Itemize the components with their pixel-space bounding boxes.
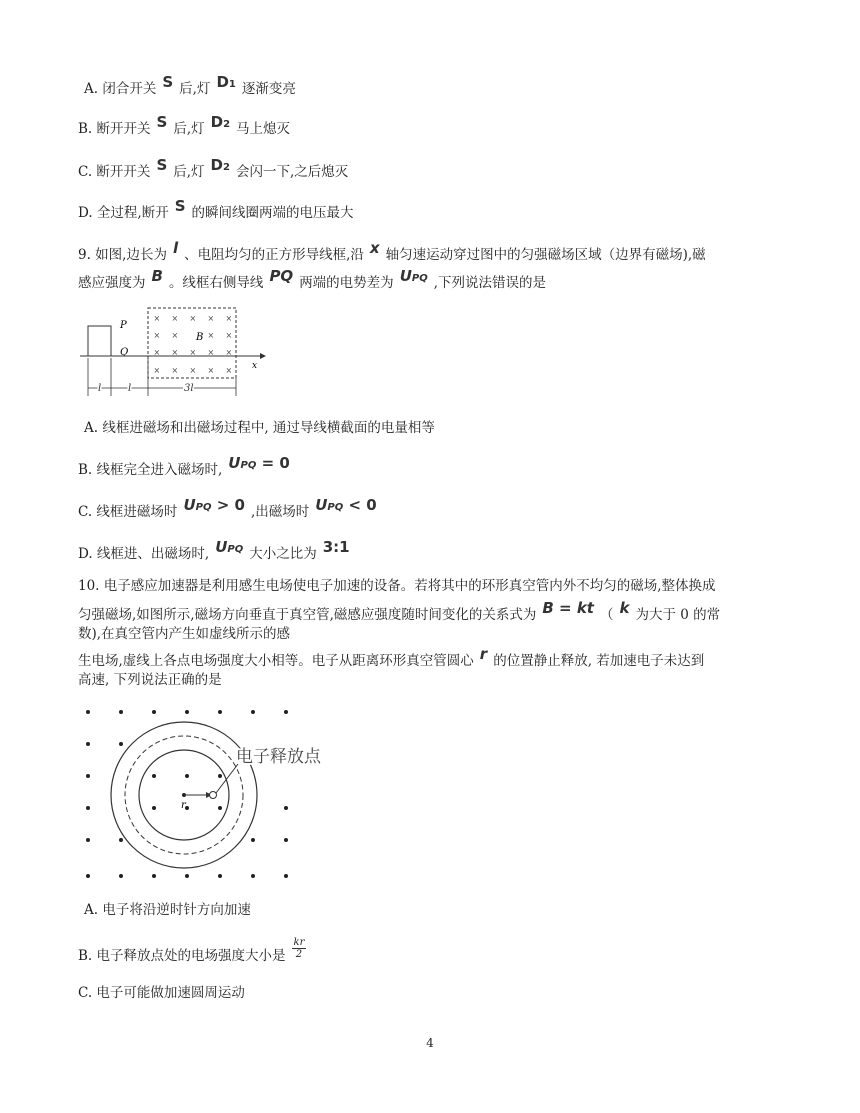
q10-stem-line4: 生电场,虚线上各点电场强度大小相等。电子从距离环形真空管圆心 r 的位置静止释放, 若加速电子未达到 xyxy=(78,645,705,669)
field-dot xyxy=(218,774,222,778)
math-upq: UPQ xyxy=(215,538,244,556)
field-dot xyxy=(86,710,90,714)
fraction-kr-over-2: $\frac{kr}{2}$ xyxy=(293,937,305,960)
field-dot xyxy=(86,838,90,842)
math-s: S xyxy=(174,197,186,215)
field-dot xyxy=(284,806,288,810)
release-point-label: 电子释放点 xyxy=(236,747,321,767)
field-dot xyxy=(185,710,189,714)
field-dot xyxy=(86,874,90,878)
math-upq: UPQ = 0 xyxy=(228,454,290,472)
field-dot xyxy=(86,806,90,810)
field-cross: × xyxy=(207,366,215,375)
field-cross: × xyxy=(225,348,233,357)
field-dot xyxy=(284,874,288,878)
field-cross: × xyxy=(153,314,161,323)
field-dot xyxy=(284,838,288,842)
dim-l-1: l xyxy=(98,383,102,394)
field-cross: × xyxy=(189,314,197,323)
field-dot xyxy=(86,774,90,778)
math-s: S xyxy=(156,156,168,174)
q9-stem-line1: 9. 如图,边长为 l 、电阻均匀的正方形导线框,沿 x 轴匀速运动穿过图中的匀强磁场区域（边界有磁场),磁 xyxy=(78,239,706,263)
field-cross: × xyxy=(153,366,161,375)
release-point-leader xyxy=(216,764,238,793)
label-b: B xyxy=(196,332,204,343)
field-cross: × xyxy=(225,366,233,375)
math-d1: D1 xyxy=(216,73,236,91)
q10-stem-line1: 10. 电子感应加速器是利用感生电场使电子加速的设备。若将其中的环形真空管内外不均匀的磁场,整体换成 xyxy=(78,578,716,594)
field-cross: × xyxy=(171,331,179,340)
field-dot xyxy=(185,774,189,778)
field-cross: × xyxy=(207,331,215,340)
dim-3l: 3l xyxy=(184,383,194,394)
label-p: P xyxy=(120,320,127,331)
field-cross: × xyxy=(153,331,161,340)
field-dot xyxy=(251,710,255,714)
field-dot xyxy=(218,710,222,714)
wire-frame xyxy=(88,326,111,356)
q10-option-c: C. 电子可能做加速圆周运动 xyxy=(78,985,245,1001)
q9-option-d: D. 线框进、出磁场时, UPQ 大小之比为 3:1 xyxy=(78,538,350,562)
field-dot xyxy=(251,874,255,878)
dim-l-2: l xyxy=(128,383,132,394)
q10-stem-line5: 高速, 下列说法正确的是 xyxy=(78,672,222,688)
x-axis-arrow xyxy=(260,353,266,359)
field-cross: × xyxy=(171,366,179,375)
field-cross: × xyxy=(153,348,161,357)
field-cross: × xyxy=(171,314,179,323)
math-upq: UPQ < 0 xyxy=(315,496,377,514)
field-cross: × xyxy=(225,331,233,340)
q10-stem-line2: 匀强磁场,如图所示,磁场方向垂直于真空管,磁感应强度随时间变化的关系式为 B = kt （ k 为大于 0 的常 xyxy=(78,599,721,623)
field-dot xyxy=(152,774,156,778)
page-number: 4 xyxy=(426,1036,434,1050)
q9-figure xyxy=(78,304,268,402)
q10-stem-line3: 数),在真空管内产生如虚线所示的感 xyxy=(78,626,291,642)
field-dot xyxy=(251,838,255,842)
label-r: r xyxy=(181,800,186,811)
field-cross: × xyxy=(207,348,215,357)
field-dot xyxy=(218,806,222,810)
q9-option-a: A. 线框进磁场和出磁场过程中, 通过导线横截面的电量相等 xyxy=(84,420,435,436)
q8-option-a: A. 闭合开关 S 后,灯 D1 逐渐变亮 xyxy=(84,73,296,97)
math-upq: UPQ xyxy=(399,267,428,285)
math-d2: D2 xyxy=(210,156,230,174)
q10-option-b: B. 电子释放点处的电场强度大小是 $\frac{kr}{2}$ xyxy=(78,937,305,964)
q9-stem-line2: 感应强度为 B 。线框右侧导线 PQ 两端的电势差为 UPQ ,下列说法错误的是 xyxy=(78,267,547,291)
q10-figure xyxy=(78,700,348,890)
field-dot xyxy=(185,874,189,878)
field-dot xyxy=(119,710,123,714)
field-cross: × xyxy=(189,348,197,357)
math-s: S xyxy=(156,113,168,131)
field-dot xyxy=(284,710,288,714)
field-dot xyxy=(218,874,222,878)
q8-option-d: D. 全过程,断开 S 的瞬间线圈两端的电压最大 xyxy=(78,197,354,221)
q9-option-b: B. 线框完全进入磁场时, UPQ = 0 xyxy=(78,454,290,478)
field-dot xyxy=(86,742,90,746)
math-upq: UPQ > 0 xyxy=(183,496,245,514)
field-dot xyxy=(152,710,156,714)
q10-option-a: A. 电子将沿逆时针方向加速 xyxy=(84,902,251,918)
field-cross: × xyxy=(189,366,197,375)
field-dot xyxy=(119,838,123,842)
field-dot xyxy=(152,874,156,878)
field-cross: × xyxy=(225,314,233,323)
field-dot xyxy=(152,806,156,810)
q8-option-c: C. 断开开关 S 后,灯 D2 会闪一下,之后熄灭 xyxy=(78,156,349,180)
electron-release-point xyxy=(210,792,217,799)
field-dots xyxy=(86,710,288,878)
field-cross: × xyxy=(171,348,179,357)
math-s: S xyxy=(162,73,174,91)
math-d2: D2 xyxy=(210,113,231,131)
label-q: Q xyxy=(120,347,129,358)
q9-option-c: C. 线框进磁场时 UPQ > 0 ,出磁场时 UPQ < 0 xyxy=(78,496,377,520)
field-cross: × xyxy=(207,314,215,323)
field-dot xyxy=(119,742,123,746)
field-dot xyxy=(119,874,123,878)
q8-option-b: B. 断开开关 S 后,灯 D2 马上熄灭 xyxy=(78,113,291,137)
label-x: x xyxy=(252,361,258,371)
field-crosses xyxy=(154,314,233,375)
